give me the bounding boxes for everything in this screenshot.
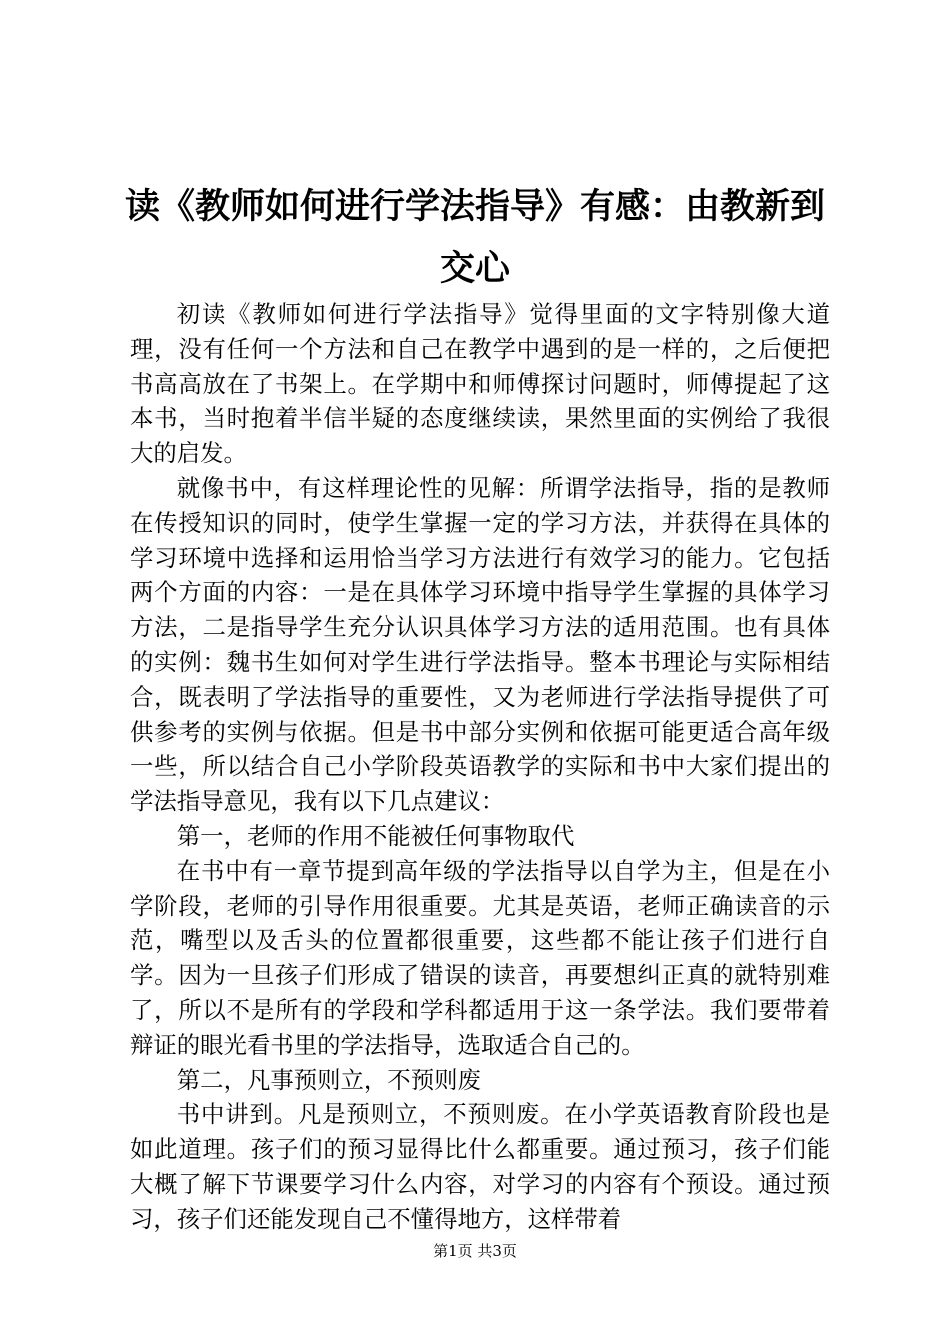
document-title: 读《教师如何进行学法指导》有感：由教新到交心 [124,187,825,289]
page-number-footer: 第1页 共3页 [433,1242,517,1260]
paragraph: 就像书中，有这样理论性的见解：所谓学法指导，指的是教师在传授知识的同时，使学生掌握一定的学习方法，并获得在具体的学习环境中选择和运用恰当学习方法进行有效学习的能力。它包括两个方面的内容：一是在具体学习环境中指导学生掌握的具体学习方法，二是指导学生充分认识具体学习方法的适用范围。也有具体的实例：魏书生如何对学生进行学法指导。整本书理论与实际相结合，既表明了学法指导的重要性，又为老师进行学法指导提供了可供参考的实例与依据。但是书中部分实例和依据可能更适合高年级一些，所以结合自己小学阶段英语教学的实际和书中大家们提出的学法指导意见，我有以下几点建议： [130,473,830,816]
document-body [130,297,830,1237]
section-heading: 第一，老师的作用不能被任何事物取代 [176,821,575,850]
paragraph: 在书中有一章节提到高年级的学法指导以自学为主，但是在小学阶段，老师的引导作用很重要。尤其是英语，老师正确读音的示范，嘴型以及舌头的位置都很重要，这些都不能让孩子们进行自学。因为一旦孩子们形成了错误的读音，再要想纠正真的就特别难了，所以不是所有的学段和学科都适用于这一条学法。我们要带着辩证的眼光看书里的学法指导，选取适合自己的。 [130,856,830,1059]
paragraph: 初读《教师如何进行学法指导》觉得里面的文字特别像大道理，没有任何一个方法和自己在教学中遇到的是一样的，之后便把书高高放在了书架上。在学期中和师傅探讨问题时，师傅提起了这本书，当时抱着半信半疑的态度继续读，果然里面的实例给了我很大的启发。 [130,300,830,468]
section-heading: 第二，凡事预则立，不预则废 [176,1065,481,1094]
paragraph: 书中讲到。凡是预则立，不预则废。在小学英语教育阶段也是如此道理。孩子们的预习显得比什么都重要。通过预习，孩子们能大概了解下节课要学习什么内容，对学习的内容有个预设。通过预习，孩子们还能发现自己不懂得地方，这样带着 [130,1100,830,1233]
